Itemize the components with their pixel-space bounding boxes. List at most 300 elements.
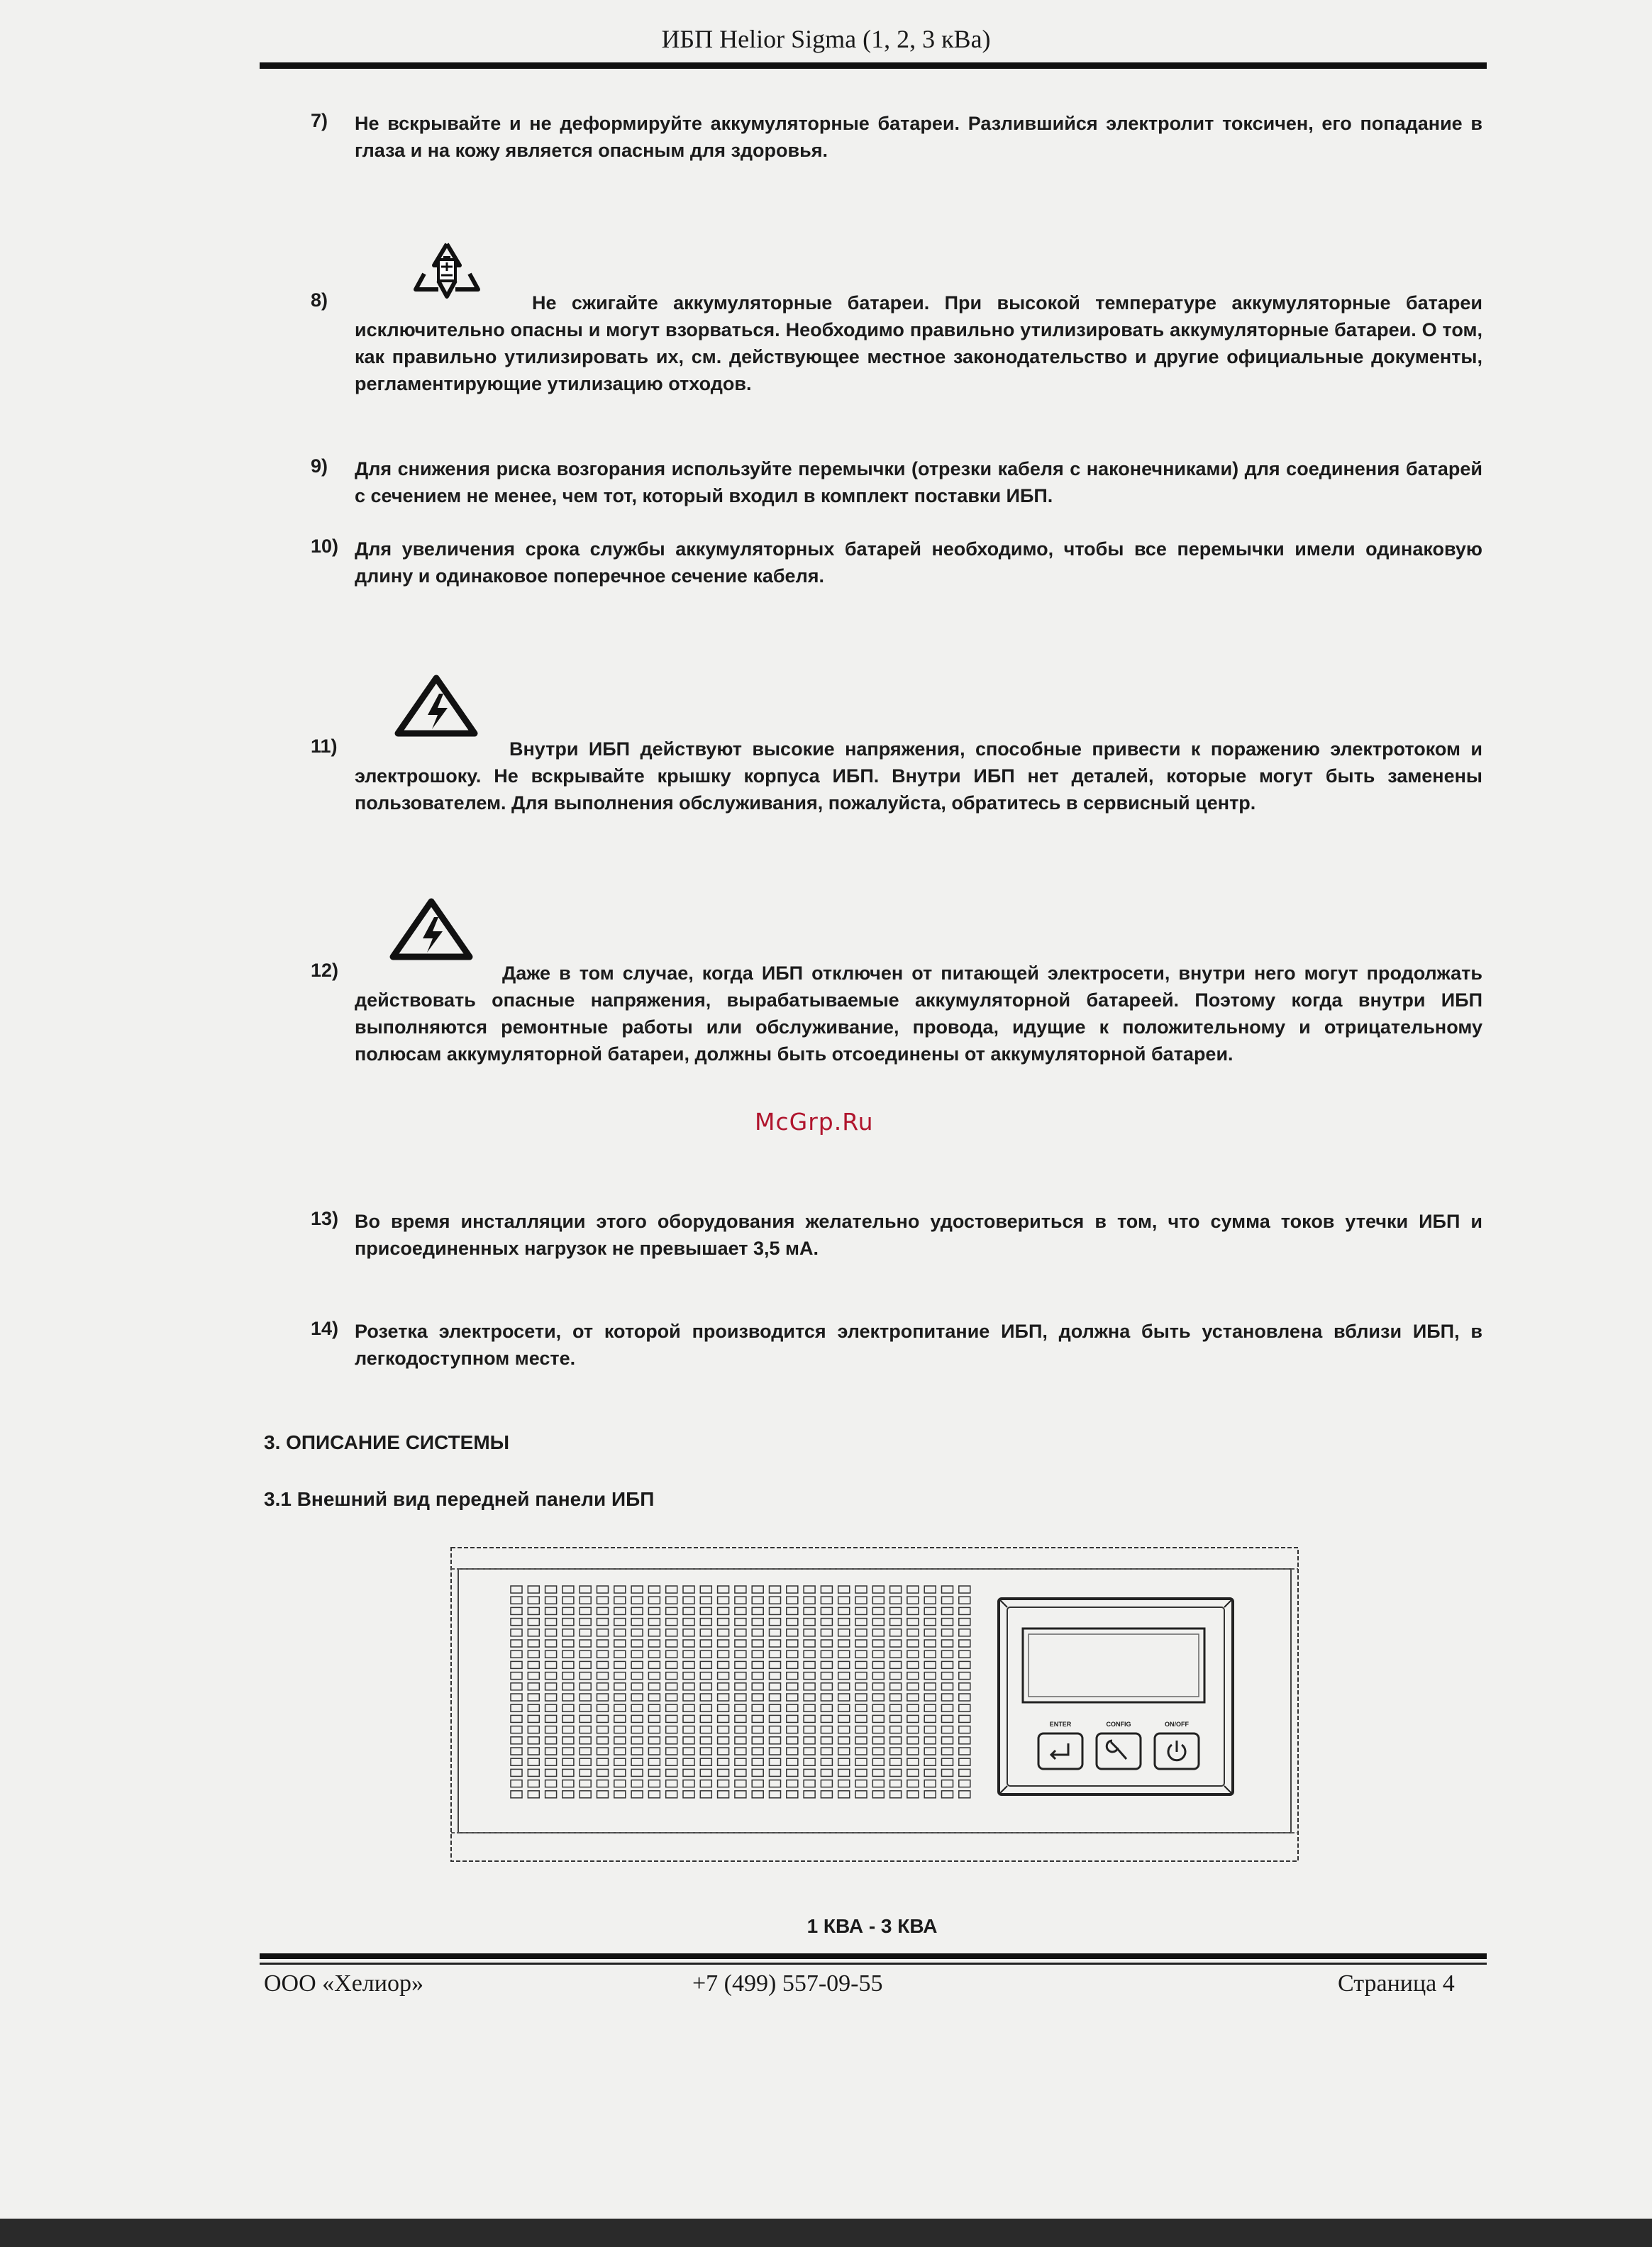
vent-slot xyxy=(614,1780,626,1787)
vent-slot xyxy=(528,1650,539,1658)
vent-slot xyxy=(924,1650,936,1658)
vent-slot xyxy=(700,1726,711,1733)
vent-slot xyxy=(528,1748,539,1755)
vent-slot xyxy=(683,1769,694,1776)
vent-slot xyxy=(838,1737,850,1744)
vent-slot xyxy=(942,1726,953,1733)
vent-slot xyxy=(890,1683,902,1690)
vent-slot xyxy=(787,1683,798,1690)
vent-slot xyxy=(683,1672,694,1680)
vent-slot xyxy=(562,1683,574,1690)
vent-slot xyxy=(631,1758,643,1765)
vent-slot xyxy=(838,1683,850,1690)
vent-slot xyxy=(838,1586,850,1593)
vent-slot xyxy=(648,1619,660,1626)
vent-slot xyxy=(855,1640,867,1647)
vent-slot xyxy=(924,1661,936,1668)
vent-slot xyxy=(545,1683,557,1690)
vent-slot xyxy=(648,1607,660,1614)
vent-slot xyxy=(752,1661,763,1668)
vent-slot xyxy=(821,1769,832,1776)
vent-slot xyxy=(735,1629,746,1636)
vent-slot xyxy=(666,1683,677,1690)
vent-slot xyxy=(683,1619,694,1626)
vent-slot xyxy=(924,1704,936,1711)
vent-slot xyxy=(942,1650,953,1658)
vent-slot xyxy=(804,1586,815,1593)
vent-slot xyxy=(821,1791,832,1798)
vent-slot xyxy=(804,1780,815,1787)
vent-slot xyxy=(666,1780,677,1787)
vent-slot xyxy=(511,1769,522,1776)
vent-slot xyxy=(821,1607,832,1614)
vent-slot xyxy=(787,1597,798,1604)
vent-slot xyxy=(562,1726,574,1733)
vent-slot xyxy=(821,1640,832,1647)
vent-slot xyxy=(597,1640,609,1647)
vent-slot xyxy=(770,1607,781,1614)
vent-slot xyxy=(890,1769,902,1776)
vent-slot xyxy=(872,1715,884,1722)
vent-slot xyxy=(648,1683,660,1690)
vent-slot xyxy=(855,1737,867,1744)
vent-slot xyxy=(907,1672,919,1680)
vent-slot xyxy=(804,1737,815,1744)
vent-slot xyxy=(855,1758,867,1765)
vent-slot xyxy=(718,1619,729,1626)
vent-slot xyxy=(924,1726,936,1733)
vent-slot xyxy=(838,1715,850,1722)
vent-slot xyxy=(787,1780,798,1787)
item-text: Во время инсталляции этого оборудования желательно удостовериться в том, что сумма токов утечки ИБП и присоединенных нагрузок не превышает 3,5 мА. xyxy=(355,1211,1482,1259)
vent-slot xyxy=(838,1748,850,1755)
vent-slot xyxy=(752,1597,763,1604)
vent-slot xyxy=(545,1758,557,1765)
vent-slot xyxy=(683,1650,694,1658)
item-number: 11) xyxy=(311,736,338,757)
vent-slot xyxy=(855,1586,867,1593)
vent-slot xyxy=(597,1607,609,1614)
vent-slot xyxy=(735,1607,746,1614)
vent-slot xyxy=(580,1619,591,1626)
vent-slot xyxy=(718,1672,729,1680)
vent-slot xyxy=(907,1748,919,1755)
vent-slot xyxy=(959,1704,970,1711)
vent-slot xyxy=(614,1726,626,1733)
vent-slot xyxy=(770,1619,781,1626)
vent-slot xyxy=(787,1737,798,1744)
watermark: McGrp.Ru xyxy=(755,1108,874,1136)
vent-slot xyxy=(770,1726,781,1733)
vent-slot xyxy=(648,1704,660,1711)
vent-slot xyxy=(924,1748,936,1755)
footer-phone: +7 (499) 557-09-55 xyxy=(692,1970,883,1997)
vent-slot xyxy=(683,1640,694,1647)
vent-slot xyxy=(545,1661,557,1668)
vent-slot xyxy=(700,1758,711,1765)
vent-slot xyxy=(752,1769,763,1776)
vent-slot xyxy=(735,1683,746,1690)
vent-slot xyxy=(700,1672,711,1680)
vent-slot xyxy=(528,1737,539,1744)
vent-slot xyxy=(700,1607,711,1614)
item-number: 10) xyxy=(311,536,339,557)
vent-slot xyxy=(752,1748,763,1755)
vent-slot xyxy=(666,1619,677,1626)
vent-slot xyxy=(804,1683,815,1690)
vent-slot xyxy=(855,1748,867,1755)
vent-slot xyxy=(666,1629,677,1636)
figure-caption: 1 КВА - 3 КВА xyxy=(806,1915,938,1937)
vent-slot xyxy=(666,1597,677,1604)
vent-slot xyxy=(597,1780,609,1787)
vent-slot xyxy=(872,1769,884,1776)
vent-slot xyxy=(648,1672,660,1680)
vent-slot xyxy=(735,1619,746,1626)
enter-icon xyxy=(1037,1732,1084,1774)
item-text: Не сжигайте аккумуляторные батареи. При высокой температуре аккумуляторные батареи исключительно опасны и могут взорваться. Необходимо правильно утилизировать аккумуляторные батареи. О том, как правильно утилизировать их, см. действующее местное законодательство и другие официальные документы, регламентирующие утилизацию отходов. xyxy=(355,292,1482,394)
vent-slot xyxy=(838,1640,850,1647)
vent-slot xyxy=(700,1715,711,1722)
vent-slot xyxy=(872,1597,884,1604)
vent-slot xyxy=(770,1704,781,1711)
vent-slot xyxy=(735,1704,746,1711)
vent-slot xyxy=(942,1586,953,1593)
vent-slot xyxy=(614,1694,626,1701)
vent-slot xyxy=(942,1704,953,1711)
vent-slot xyxy=(631,1683,643,1690)
vent-slot xyxy=(855,1694,867,1701)
vent-slot xyxy=(907,1791,919,1798)
vent-slot xyxy=(718,1726,729,1733)
vent-slot xyxy=(718,1650,729,1658)
vent-slot xyxy=(752,1629,763,1636)
item-text: Для снижения риска возгорания используйте перемычки (отрезки кабеля с наконечниками) для соединения батарей с сечением не менее, чем тот, который входил в комплект поставки ИБП. xyxy=(355,458,1482,506)
vent-slot xyxy=(545,1737,557,1744)
vent-slot xyxy=(855,1672,867,1680)
high-voltage-warning-icon xyxy=(394,674,479,738)
vent-slot xyxy=(804,1650,815,1658)
vent-slot xyxy=(907,1715,919,1722)
vent-slot xyxy=(597,1683,609,1690)
vent-slot xyxy=(597,1758,609,1765)
vent-slot xyxy=(614,1640,626,1647)
vent-slot xyxy=(683,1597,694,1604)
vent-slot xyxy=(614,1791,626,1798)
vent-slot xyxy=(614,1586,626,1593)
vent-slot xyxy=(683,1780,694,1787)
vent-slot xyxy=(511,1586,522,1593)
vent-slot xyxy=(683,1586,694,1593)
vent-slot xyxy=(528,1672,539,1680)
vent-slot xyxy=(942,1619,953,1626)
vent-slot xyxy=(597,1748,609,1755)
vent-slot xyxy=(804,1791,815,1798)
vent-slot xyxy=(872,1758,884,1765)
vent-slot xyxy=(770,1650,781,1658)
vent-slot xyxy=(855,1607,867,1614)
vent-slot xyxy=(942,1629,953,1636)
vent-slot xyxy=(528,1715,539,1722)
vent-slot xyxy=(924,1597,936,1604)
vent-slot xyxy=(614,1597,626,1604)
vent-slot xyxy=(804,1629,815,1636)
vent-slot xyxy=(580,1650,591,1658)
vent-slot xyxy=(545,1694,557,1701)
vent-slot xyxy=(838,1791,850,1798)
vent-slot xyxy=(683,1715,694,1722)
vent-slot xyxy=(718,1715,729,1722)
vent-slot xyxy=(545,1791,557,1798)
vent-slot xyxy=(631,1640,643,1647)
vent-slot xyxy=(752,1640,763,1647)
high-voltage-warning-icon xyxy=(389,897,474,961)
vent-slot xyxy=(804,1597,815,1604)
vent-slot xyxy=(631,1672,643,1680)
vent-slot xyxy=(872,1619,884,1626)
vent-slot xyxy=(648,1758,660,1765)
vent-slot xyxy=(787,1629,798,1636)
vent-slot xyxy=(666,1586,677,1593)
vent-slot xyxy=(838,1629,850,1636)
vent-slot xyxy=(872,1586,884,1593)
vent-slot xyxy=(683,1748,694,1755)
vent-slot xyxy=(631,1704,643,1711)
vent-slot xyxy=(718,1607,729,1614)
vent-slot xyxy=(924,1737,936,1744)
vent-slot xyxy=(924,1769,936,1776)
vent-slot xyxy=(511,1672,522,1680)
vent-slot xyxy=(718,1640,729,1647)
vent-slot xyxy=(562,1650,574,1658)
vent-slot xyxy=(735,1780,746,1787)
footer-rule xyxy=(260,1953,1487,1959)
vent-slot xyxy=(562,1715,574,1722)
vent-slot xyxy=(562,1780,574,1787)
vent-slot xyxy=(804,1748,815,1755)
vent-slot xyxy=(614,1650,626,1658)
vent-slot xyxy=(821,1704,832,1711)
vent-slot xyxy=(580,1791,591,1798)
vent-slot xyxy=(907,1650,919,1658)
vent-slot xyxy=(959,1758,970,1765)
vent-slot xyxy=(718,1748,729,1755)
vent-slot xyxy=(924,1619,936,1626)
vent-slot xyxy=(545,1650,557,1658)
vent-slot xyxy=(614,1619,626,1626)
vent-slot xyxy=(718,1629,729,1636)
vent-slot xyxy=(666,1704,677,1711)
vent-slot xyxy=(855,1619,867,1626)
vent-slot xyxy=(890,1704,902,1711)
vent-slot xyxy=(907,1704,919,1711)
item-text: Не вскрывайте и не деформируйте аккумуляторные батареи. Разлившийся электролит токсичен, его попадание в глаза и на кожу является опасным для здоровья. xyxy=(355,113,1482,161)
vent-slot xyxy=(804,1640,815,1647)
vent-slot xyxy=(855,1661,867,1668)
vent-slot xyxy=(890,1748,902,1755)
vent-slot xyxy=(770,1640,781,1647)
vent-slot xyxy=(924,1607,936,1614)
vent-slot xyxy=(804,1726,815,1733)
footer-page: Страница 4 xyxy=(1338,1970,1455,1997)
vent-slot xyxy=(648,1715,660,1722)
vent-slot xyxy=(666,1607,677,1614)
vent-slot xyxy=(562,1769,574,1776)
vent-slot xyxy=(631,1748,643,1755)
vent-slot xyxy=(770,1780,781,1787)
item-number: 13) xyxy=(311,1208,339,1229)
vent-slot xyxy=(959,1748,970,1755)
vent-slot xyxy=(528,1597,539,1604)
vent-slot xyxy=(511,1597,522,1604)
vent-slot xyxy=(959,1791,970,1798)
vent-slot xyxy=(787,1769,798,1776)
vent-slot xyxy=(872,1640,884,1647)
vent-slot xyxy=(821,1683,832,1690)
vent-slot xyxy=(700,1694,711,1701)
vent-slot xyxy=(821,1737,832,1744)
item-text: Для увеличения срока службы аккумуляторных батарей необходимо, чтобы все перемычки имели одинаковую длину и одинаковое поперечное сечение кабеля. xyxy=(355,538,1482,587)
vent-slot xyxy=(683,1694,694,1701)
vent-slot xyxy=(821,1726,832,1733)
vent-slot xyxy=(580,1683,591,1690)
vent-slot xyxy=(872,1780,884,1787)
vent-slot xyxy=(511,1694,522,1701)
vent-slot xyxy=(804,1694,815,1701)
vent-slot xyxy=(872,1791,884,1798)
vent-slot xyxy=(683,1629,694,1636)
vent-slot xyxy=(752,1607,763,1614)
footer-rule-thin xyxy=(260,1963,1487,1965)
vent-slot xyxy=(959,1737,970,1744)
vent-slot xyxy=(890,1780,902,1787)
vent-slot xyxy=(562,1661,574,1668)
vent-slot xyxy=(890,1694,902,1701)
vent-slot xyxy=(838,1769,850,1776)
vent-slot xyxy=(528,1619,539,1626)
vent-slot xyxy=(872,1661,884,1668)
vent-slot xyxy=(562,1758,574,1765)
vent-slot xyxy=(562,1737,574,1744)
vent-slot xyxy=(545,1726,557,1733)
vent-slot xyxy=(787,1704,798,1711)
vent-slot xyxy=(959,1619,970,1626)
vent-slot xyxy=(924,1629,936,1636)
vent-slot xyxy=(959,1683,970,1690)
vent-slot xyxy=(872,1737,884,1744)
vent-slot xyxy=(907,1683,919,1690)
vent-slot xyxy=(821,1748,832,1755)
vent-slot xyxy=(752,1737,763,1744)
vent-slot xyxy=(631,1650,643,1658)
vent-slot xyxy=(770,1748,781,1755)
vent-slot xyxy=(718,1597,729,1604)
vent-slot xyxy=(528,1629,539,1636)
vent-slot xyxy=(511,1619,522,1626)
vent-slot xyxy=(838,1650,850,1658)
vent-slot xyxy=(718,1661,729,1668)
vent-slot xyxy=(511,1683,522,1690)
vent-slot xyxy=(890,1586,902,1593)
vent-slot xyxy=(855,1650,867,1658)
vent-slot xyxy=(528,1791,539,1798)
vent-slot xyxy=(787,1650,798,1658)
vent-slot xyxy=(924,1791,936,1798)
vent-slot xyxy=(735,1661,746,1668)
vent-slot xyxy=(666,1661,677,1668)
vent-slot xyxy=(924,1715,936,1722)
vent-slot xyxy=(631,1586,643,1593)
vent-slot xyxy=(752,1650,763,1658)
vent-slot xyxy=(648,1748,660,1755)
vent-slot xyxy=(838,1661,850,1668)
vent-slot xyxy=(838,1780,850,1787)
vent-slot xyxy=(718,1769,729,1776)
vent-slot xyxy=(614,1607,626,1614)
vent-slot xyxy=(562,1640,574,1647)
vent-slot xyxy=(959,1640,970,1647)
vent-slot xyxy=(700,1619,711,1626)
vent-slot xyxy=(752,1791,763,1798)
vent-slot xyxy=(787,1607,798,1614)
vent-slot xyxy=(821,1758,832,1765)
vent-slot xyxy=(890,1758,902,1765)
header-rule xyxy=(260,62,1487,69)
vent-slot xyxy=(545,1672,557,1680)
vent-slot xyxy=(804,1715,815,1722)
vent-slot xyxy=(718,1704,729,1711)
vent-slot xyxy=(890,1661,902,1668)
vent-slot xyxy=(752,1726,763,1733)
vent-slot xyxy=(890,1629,902,1636)
vent-slot xyxy=(855,1769,867,1776)
vent-slot xyxy=(907,1780,919,1787)
vent-slot xyxy=(924,1672,936,1680)
vent-slot xyxy=(872,1748,884,1755)
vent-slot xyxy=(666,1694,677,1701)
vent-slot xyxy=(631,1629,643,1636)
vent-slot xyxy=(614,1704,626,1711)
vent-slot xyxy=(838,1672,850,1680)
vent-slot xyxy=(511,1748,522,1755)
vent-slot xyxy=(770,1791,781,1798)
vent-slot xyxy=(770,1683,781,1690)
vent-slot xyxy=(942,1640,953,1647)
vent-slot xyxy=(580,1758,591,1765)
vent-slot xyxy=(838,1726,850,1733)
vent-slot xyxy=(907,1640,919,1647)
vent-slot xyxy=(787,1661,798,1668)
vent-slot xyxy=(511,1661,522,1668)
vent-slot xyxy=(959,1726,970,1733)
vent-slot xyxy=(838,1619,850,1626)
vent-slot xyxy=(648,1640,660,1647)
vent-slot xyxy=(528,1661,539,1668)
vent-slot xyxy=(545,1629,557,1636)
vent-slot xyxy=(924,1758,936,1765)
vent-slot xyxy=(770,1694,781,1701)
vent-slot xyxy=(942,1597,953,1604)
vent-slot xyxy=(562,1586,574,1593)
vent-slot xyxy=(735,1694,746,1701)
vent-slot xyxy=(787,1715,798,1722)
vent-slot xyxy=(545,1748,557,1755)
vent-slot xyxy=(511,1737,522,1744)
vent-slot xyxy=(545,1704,557,1711)
vent-slot xyxy=(770,1661,781,1668)
vent-slot xyxy=(907,1758,919,1765)
vent-slot xyxy=(562,1597,574,1604)
